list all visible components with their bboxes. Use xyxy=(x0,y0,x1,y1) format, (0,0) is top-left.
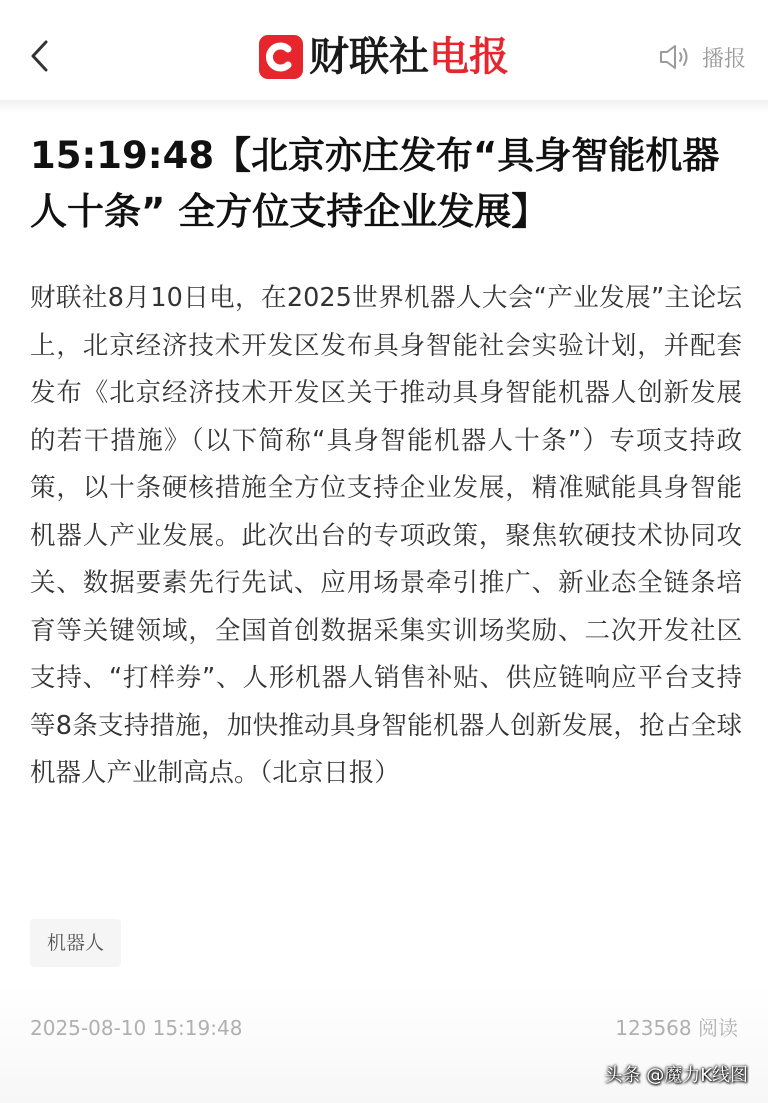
header-divider xyxy=(0,100,768,114)
publish-timestamp: 2025-08-10 15:19:48 xyxy=(30,1016,243,1040)
read-count: 123568 阅读 xyxy=(615,1016,738,1040)
article-body: 财联社8月10日电，在2025世界机器人大会“产业发展”主论坛上，北京经济技术开发区发布具身智能社会实验计划，并配套发布《北京经济技术开发区关于推动具身智能机器人创新发展的若干措施》（以下简称“具身智能机器人十条”）专项支持政策，以十条硬核措施全方位支持企业发展，精准赋能具身智能机器人产业发展。此次出台的专项政策，聚焦软硬技术协同攻关、数据要素先行先试、应用场景牵引推广、新业态全链条培育等关键领域，全国首创数据采集实训场奖励、二次开发社区支持、“打样券”、人形机器人销售补贴、供应链响应平台支持等8条支持措施，加快推动具身智能机器人创新发展，抢占全球机器人产业制高点。（北京日报） xyxy=(30,283,742,788)
topic-tag[interactable]: 机器人 xyxy=(30,919,121,967)
logo-suffix-text: 电报 xyxy=(429,34,509,80)
top-bar xyxy=(0,0,768,112)
back-button[interactable] xyxy=(24,36,56,76)
app-logo xyxy=(259,34,509,80)
article-title: 15:19:48【北京亦庄发布“具身智能机器人十条” 全方位支持企业发展】 xyxy=(30,134,720,233)
broadcast-label: 播报 xyxy=(701,46,746,72)
logo-brand-text: 财联社 xyxy=(309,34,429,80)
speaker-icon xyxy=(658,43,692,71)
logo-mark-icon xyxy=(259,35,303,79)
chevron-left-icon xyxy=(24,36,56,76)
broadcast-button[interactable] xyxy=(658,40,746,74)
source-watermark: 头条 @魔力K线图 xyxy=(604,1065,748,1086)
